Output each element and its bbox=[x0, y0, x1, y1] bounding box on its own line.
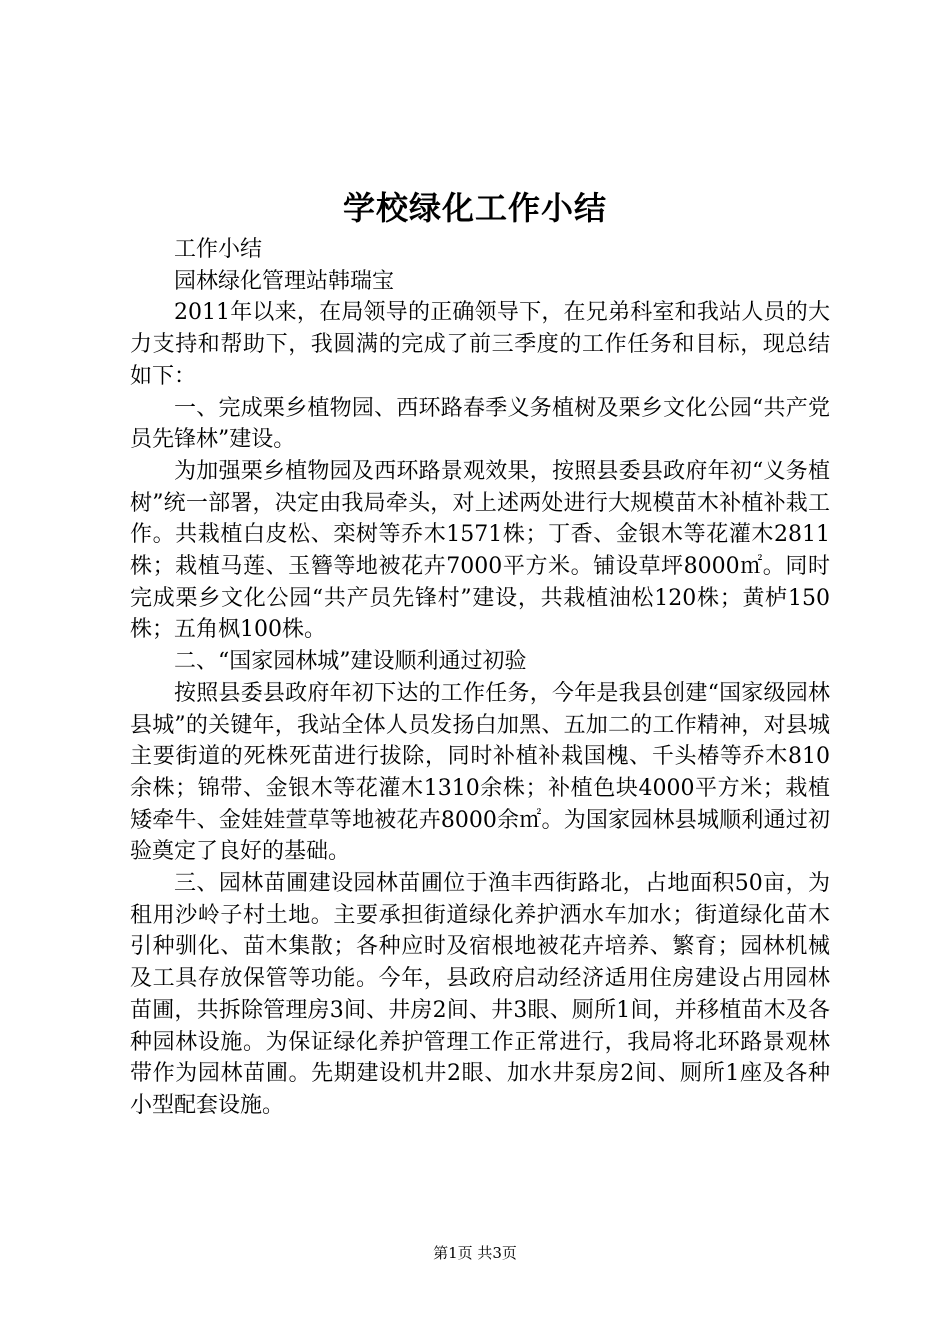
paragraph-section-1: 为加强栗乡植物园及西环路景观效果，按照县委县政府年初“义务植树”统一部署，决定由我局牵头，对上述两处进行大规模苗木补植补栽工作。共栽植白皮松、栾树等乔木1571株；丁香、金银木等花灌木2811株；栽植马莲、玉簪等地被花卉7000平方米。铺设草坪8000㎡。同时完成栗乡文化公园“共产员先锋村”建设，共栽植油松120株；黄栌150株；五角枫100株。 bbox=[130, 458, 830, 643]
paragraph-heading: 工作小结 bbox=[174, 237, 263, 262]
paragraph-section-2: 按照县委县政府年初下达的工作任务，今年是我县创建“国家级园林县城”的关键年，我站全体人员发扬白加黑、五加二的工作精神，对县城主要街道的死株死苗进行拔除，同时补植补栽国槐、千头椿等乔木810余株；锦带、金银木等花灌木1310余株；补植色块4000平方米；栽植矮牵牛、金娃娃萱草等地被花卉8000余㎡。为国家园林县城顺利通过初验奠定了良好的基础。 bbox=[130, 680, 830, 865]
paragraph-section-3: 三、园林苗圃建设园林苗圃位于渔丰西街路北，占地面积50亩，为租用沙岭子村土地。主要承担街道绿化养护洒水车加水；街道绿化苗木引种驯化、苗木集散；各种应时及宿根地被花卉培养、繁育；园林机械及工具存放保管等功能。今年，县政府启动经济适用住房建设占用园林苗圃，共拆除管理房3间、井房2间、井3眼、厕所1间，并移植苗木及各种园林设施。为保证绿化养护管理工作正常进行，我局将北环路景观林带作为园林苗圃。先期建设机井2眼、加水井泵房2间、厕所1座及各种小型配套设施。 bbox=[130, 871, 830, 1118]
paragraph-author: 园林绿化管理站韩瑞宝 bbox=[174, 268, 395, 294]
section-heading-1: 一、完成栗乡植物园、西环路春季义务植树及栗乡文化公园“共产党员先锋林”建设。 bbox=[130, 395, 830, 453]
page-footer: 第1页 共3页 bbox=[433, 1244, 517, 1262]
paragraph-intro: 2011年以来，在局领导的正确领导下，在兄弟科室和我站人员的大力支持和帮助下，我圆满的完成了前三季度的工作任务和目标，现总结如下： bbox=[130, 300, 830, 389]
section-heading-2: 二、“国家园林城”建设顺利通过初验 bbox=[174, 649, 527, 675]
document-body bbox=[130, 234, 830, 1122]
document-title: 学校绿化工作小结 bbox=[342, 189, 607, 227]
